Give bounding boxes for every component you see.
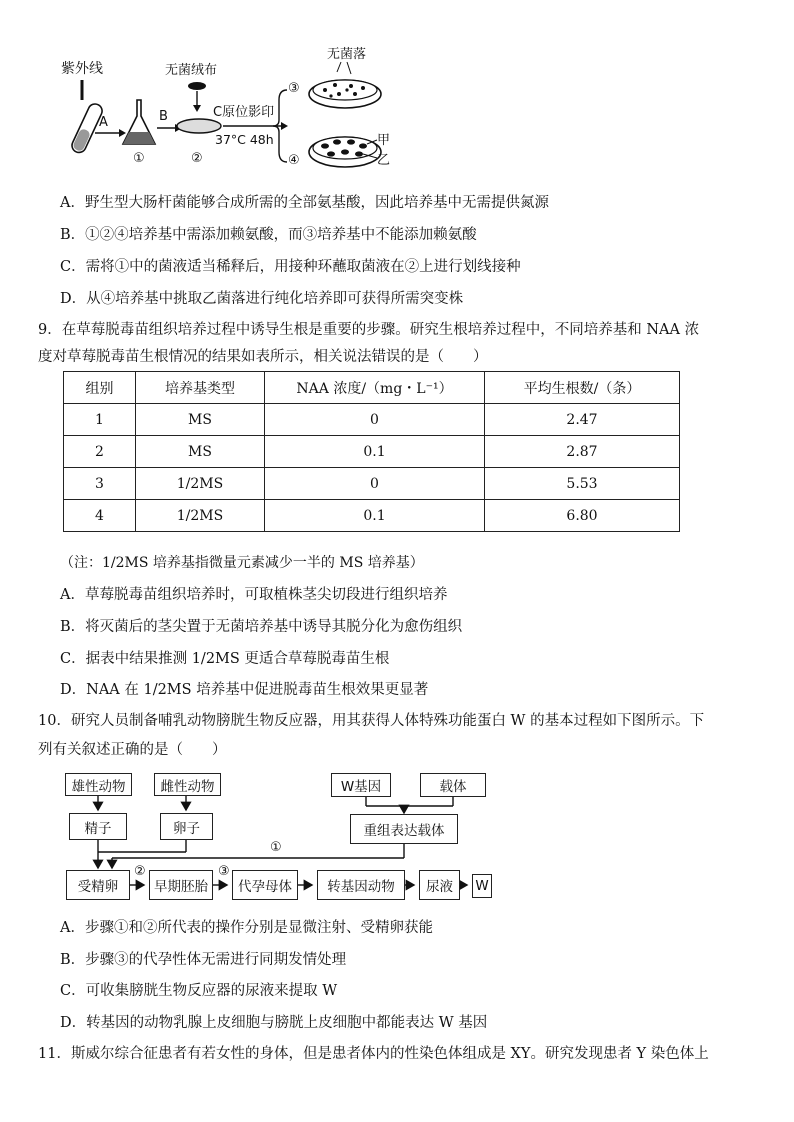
mark-3: ③ xyxy=(288,81,300,96)
w-gene-box: W基因 xyxy=(331,773,391,797)
uv-label: 紫外线 xyxy=(61,61,103,77)
table-cell: 4 xyxy=(64,500,136,532)
q9-option-b: B．将灭菌后的茎尖置于无菌培养基中诱导其脱分化为愈伤组织 xyxy=(60,619,463,635)
sterile-cloth-icon xyxy=(188,82,206,90)
table-cell: 2 xyxy=(64,436,136,468)
table-cell: 0 xyxy=(265,404,485,436)
q9-option-a: A．草莓脱毒苗组织培养时，可取植株茎尖切段进行组织培养 xyxy=(60,587,448,603)
step-c-label: C原位影印 xyxy=(213,105,275,120)
transgenic-animal-box: 转基因动物 xyxy=(317,870,405,900)
q8-option-c: C．需将①中的菌液适当稀释后，用接种环蘸取菌液在②上进行划线接种 xyxy=(60,259,521,275)
table-cell: 2.87 xyxy=(485,436,680,468)
table-header: NAA 浓度/（mg・L⁻¹） xyxy=(265,372,485,404)
q9-option-d: D．NAA 在 1/2MS 培养基中促进脱毒苗生根效果更显著 xyxy=(60,682,429,698)
table-cell: 0 xyxy=(265,468,485,500)
jia-label: 甲 xyxy=(377,133,391,148)
q10-option-c: C．可收集膀胱生物反应器的尿液来提取 W xyxy=(60,983,338,999)
table-header: 平均生根数/（条） xyxy=(485,372,680,404)
table-cell: 3 xyxy=(64,468,136,500)
q10-option-b: B．步骤③的代孕性体无需进行同期发情处理 xyxy=(60,952,347,968)
table-cell: 1 xyxy=(64,404,136,436)
table-cell: MS xyxy=(136,436,265,468)
sterile-cloth-label: 无菌绒布 xyxy=(165,63,218,78)
no-colony-label: 无菌落 xyxy=(327,47,367,62)
table-cell: MS xyxy=(136,404,265,436)
mark-1: ① xyxy=(133,151,145,166)
step-b-label: B xyxy=(159,109,168,124)
table-cell: 5.53 xyxy=(485,468,680,500)
table-row xyxy=(64,404,680,436)
step-a-label: A xyxy=(99,115,108,130)
w-protein-box: W xyxy=(472,874,492,898)
table-cell: 0.1 xyxy=(265,436,485,468)
male-animal-box: 雄性动物 xyxy=(65,773,132,796)
step-3-marker: ③ xyxy=(218,864,230,879)
table-cell: 1/2MS xyxy=(136,468,265,500)
q10-option-a: A．步骤①和②所代表的操作分别是显微注射、受精卵获能 xyxy=(60,920,433,936)
condition-label: 37°C 48h xyxy=(215,132,274,147)
table-cell: 1/2MS xyxy=(136,500,265,532)
q10-stem-line1: 10．研究人员制备哺乳动物膀胱生物反应器，用其获得人体特殊功能蛋白 W 的基本过程如下图所示。下 xyxy=(38,713,705,729)
mark-4: ④ xyxy=(288,153,300,168)
female-animal-box: 雌性动物 xyxy=(154,773,221,796)
surrogate-mother-box: 代孕母体 xyxy=(232,870,298,900)
vector-box: 载体 xyxy=(420,773,486,797)
q9-stem-line1: 9．在草莓脱毒苗组织培养过程中诱导生根是重要的步骤。研究生根培养过程中，不同培养基和 NAA 浓 xyxy=(38,322,700,338)
q9-option-c: C．据表中结果推测 1/2MS 更适合草莓脱毒苗生根 xyxy=(60,651,390,667)
zygote-box: 受精卵 xyxy=(66,870,130,900)
q9-results-table xyxy=(63,371,680,532)
mark-2: ② xyxy=(191,151,203,166)
plate-3-icon xyxy=(309,80,381,108)
table-row xyxy=(64,468,680,500)
step-1-marker: ① xyxy=(270,840,282,855)
step-2-marker: ② xyxy=(134,864,146,879)
q10-option-d: D．转基因的动物乳腺上皮细胞与膀胱上皮细胞中都能表达 W 基因 xyxy=(60,1015,488,1031)
egg-box: 卵子 xyxy=(160,813,213,840)
table-header: 组别 xyxy=(64,372,136,404)
plate-2-icon xyxy=(177,119,221,133)
plate-4-icon xyxy=(309,137,381,167)
flask-icon xyxy=(123,100,155,144)
sperm-box: 精子 xyxy=(69,813,127,840)
table-row xyxy=(64,500,680,532)
urine-box: 尿液 xyxy=(419,870,460,900)
table-cell: 0.1 xyxy=(265,500,485,532)
table-cell: 6.80 xyxy=(485,500,680,532)
replica-plating-figure xyxy=(55,40,395,175)
q10-stem-line2: 列有关叙述正确的是（ ） xyxy=(38,742,227,758)
q8-option-b: B．①②④培养基中需添加赖氨酸，而③培养基中不能添加赖氨酸 xyxy=(60,227,477,243)
q9-table-note: （注：1/2MS 培养基指微量元素减少一半的 MS 培养基） xyxy=(60,555,424,571)
early-embryo-box: 早期胚胎 xyxy=(149,870,213,900)
q8-option-a: A．野生型大肠杆菌能够合成所需的全部氨基酸，因此培养基中无需提供氮源 xyxy=(60,195,549,211)
table-cell: 2.47 xyxy=(485,404,680,436)
q8-option-d: D．从④培养基中挑取乙菌落进行纯化培养即可获得所需突变株 xyxy=(60,291,464,307)
q9-stem-line2: 度对草莓脱毒苗生根情况的结果如表所示，相关说法错误的是（ ） xyxy=(38,349,488,365)
table-header: 培养基类型 xyxy=(136,372,265,404)
recombinant-vector-box: 重组表达载体 xyxy=(350,814,458,844)
table-header-row xyxy=(64,372,680,404)
q11-stem-line1: 11．斯威尔综合征患者有若女性的身体，但是患者体内的性染色体组成是 XY。研究发现患者 Y 染色体上 xyxy=(38,1046,709,1062)
table-row xyxy=(64,436,680,468)
yi-label: 乙 xyxy=(377,153,391,168)
